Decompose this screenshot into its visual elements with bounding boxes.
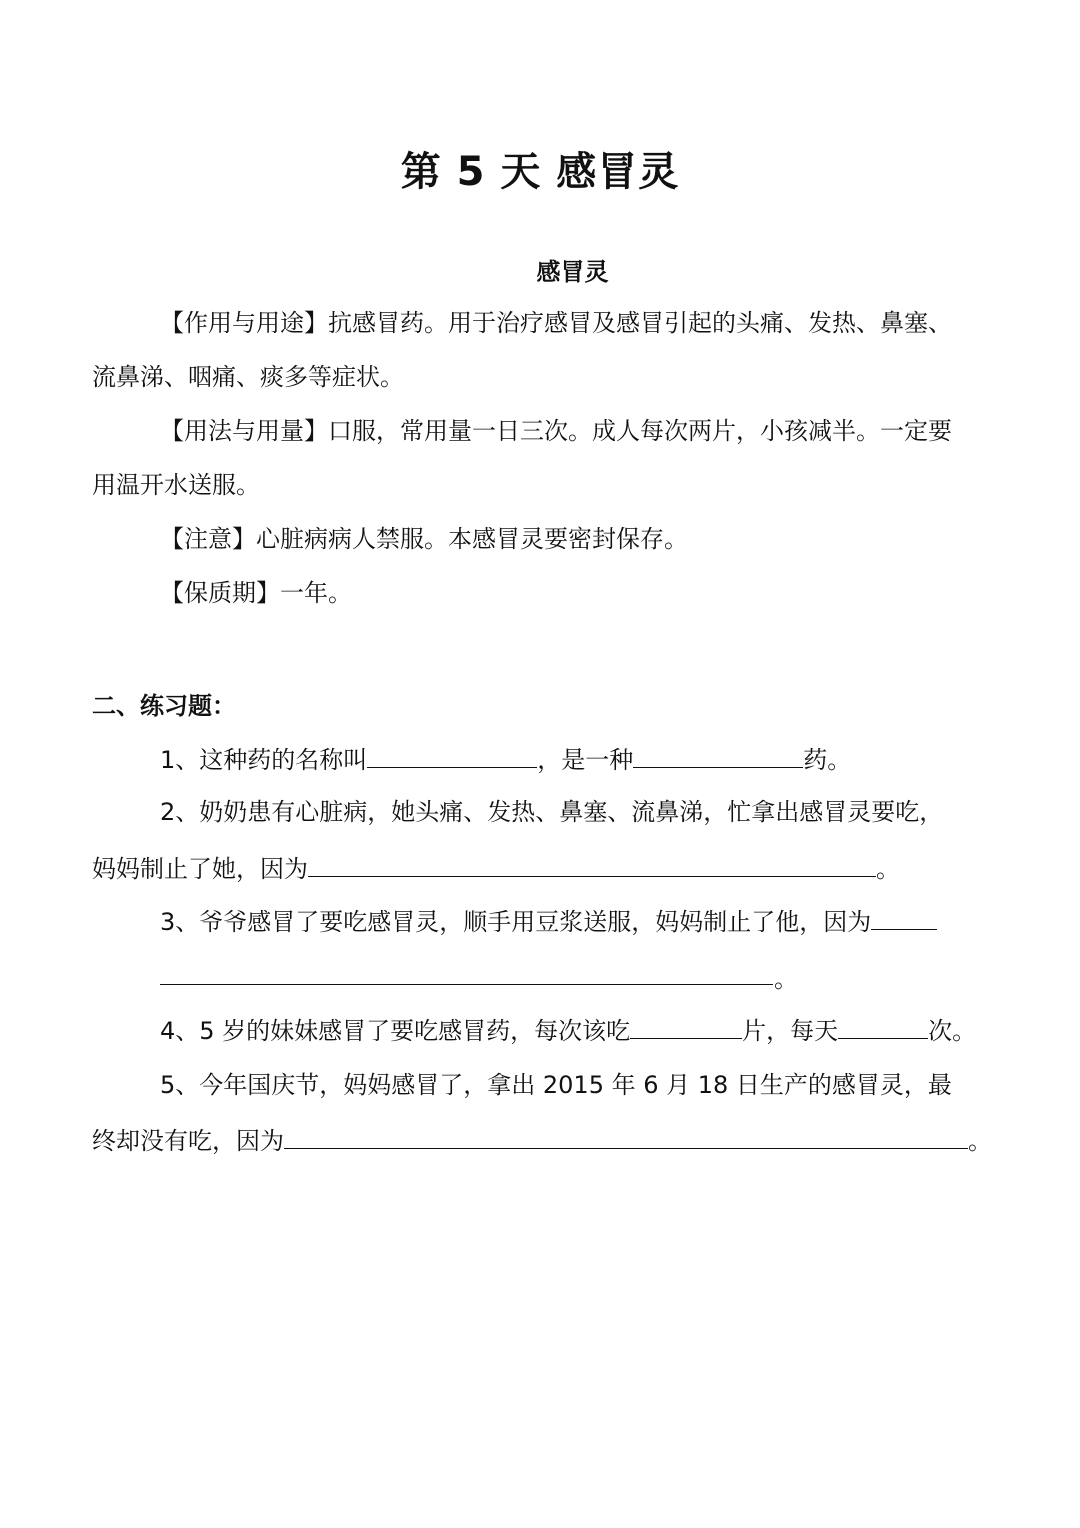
answer-blank-4a[interactable]: [630, 1012, 742, 1039]
question-5-line-1: 5、今年国庆节，妈妈感冒了，拿出 2015 年 6 月 18 日生产的感冒灵，最: [160, 1071, 952, 1099]
question-2-text-c: 。: [876, 855, 900, 883]
question-5-text-c: 。: [968, 1127, 992, 1155]
answer-blank-4b[interactable]: [838, 1012, 928, 1039]
dosage-paragraph-line-2: 用温开水送服。: [92, 471, 260, 499]
answer-blank-3a[interactable]: [871, 903, 937, 930]
passage-title: 感冒灵: [536, 258, 609, 286]
question-5-text-b: 终却没有吃，因为: [92, 1127, 284, 1155]
question-1-text-b: ，是一种: [537, 746, 634, 774]
answer-blank-1b[interactable]: [633, 741, 803, 768]
caution-paragraph: 【注意】心脏病病人禁服。本感冒灵要密封保存。: [160, 525, 688, 553]
question-1-text-a: 1、这种药的名称叫: [160, 746, 368, 774]
answer-blank-5[interactable]: [284, 1122, 968, 1149]
question-5-line-2: [92, 1122, 992, 1158]
question-4: [160, 1012, 976, 1048]
answer-blank-3b[interactable]: [160, 984, 773, 985]
question-1: [160, 741, 851, 777]
exercise-heading: 二、练习题：: [92, 692, 236, 720]
question-2-line-1: 2、奶奶患有心脏病，她头痛、发热、鼻塞、流鼻涕，忙拿出感冒灵要吃，: [160, 798, 944, 826]
usage-paragraph-line-1: 【作用与用途】抗感冒药。用于治疗感冒及感冒引起的头痛、发热、鼻塞、: [160, 309, 952, 337]
answer-blank-1a[interactable]: [367, 741, 537, 768]
question-1-text-c: 药。: [803, 746, 852, 774]
question-2-line-2: [92, 850, 900, 886]
shelf-life-paragraph: 【保质期】一年。: [160, 579, 352, 607]
answer-blank-2[interactable]: [308, 850, 876, 877]
question-4-text-a: 4、5 岁的妹妹感冒了要吃感冒药，每次该吃: [160, 1017, 631, 1045]
question-3-line-1: [160, 903, 937, 939]
question-3-end: 。: [774, 965, 798, 993]
question-3-text-a: 3、爷爷感冒了要吃感冒灵，顺手用豆浆送服，妈妈制止了他，因为: [160, 908, 872, 936]
question-4-text-c: 次。: [928, 1017, 977, 1045]
question-2-text-b: 妈妈制止了她，因为: [92, 855, 308, 883]
page-title: 第 5 天 感冒灵: [400, 149, 680, 195]
usage-paragraph-line-2: 流鼻涕、咽痛、痰多等症状。: [92, 363, 404, 391]
dosage-paragraph-line-1: 【用法与用量】口服，常用量一日三次。成人每次两片，小孩减半。一定要: [160, 417, 952, 445]
question-4-text-b: 片，每天: [742, 1017, 839, 1045]
